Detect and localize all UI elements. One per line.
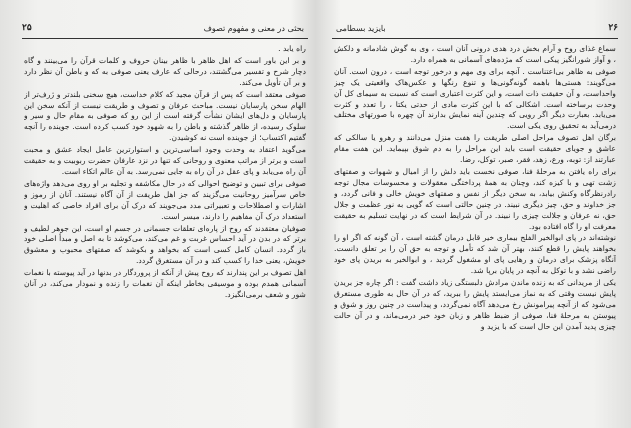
left-paragraph: صوفیان معتقدند که روح از پاره‌ای تعلقات جسمانی در جسم او است، این جوهر لطیف و برتر که در بدن در آید احساس غربت و غم می‌کند، می‌کوشد تا به اصل و مبدأ اصلی خود باز گردد. انسان کامل کسی است که بخواهد و بکوشد که صفتهای محبوب و معشوق خویش، یعنی خدا را کسب کند و در آن مستغرق گردد. (24, 223, 306, 266)
right-page (322, 0, 628, 428)
right-paragraph: برگان اهل تصوف مراحل اصلی طریقت را هفت منزل می‌دانند و رهرو یا سالکی که عاشق و جویای حقیقت است باید این مراحل را به دم شوق بپیماید. این هفت مقام عبارتند از: توبه، ورع، زهد، فقر، صبر، توکل، رضا. (334, 133, 616, 165)
left-page-header (22, 22, 308, 39)
right-paragraph: صوفی به ظاهر بی‌اعتناست . آنچه برای وی مهم و درخور توجه است ، درون است. آنان می‌گویند: هستی‌ها باهمه گونه‌گونی‌ها و تنوع رنگها و عکس‌هاک واقعیتی یک چیز واحداست، و آن حقیقت ذات است، و این کثرت اعتباری است که نسبت به سیمای کل آن وحدت برساخته است. اشکالی که با این کثرت مادی از حدتی یکتا ، را تعدد و کثرت می‌یابد. بعبارت دیگر اگر رویی که چندین آینه نمایش بدارند آن چهره با صورتهای مختلف درمی‌آید به تحقیق روی یکی است. (334, 66, 616, 131)
right-paragraph: نوشته‌اند در پای ابوالخیر الفلج بیماری خیر قابل درمان گشته است ، آن گونه که اگر او را بخواهند پایش را قطع کنند، بهتر آن شد که تأمل و توجه به حق آن را بر تعلق دانست. آنگاه پزشک برای درمان و رهایی پای او مشغول گردید ، و ابوالخیر به بریدن پای خود راضی نشد و با توکل به آنچه در پایان برپا شد. (334, 233, 616, 276)
left-paragraph: اهل تصوف بر این پندارند که روح پیش از آنکه از پروردگار در بدنها در آید پیوسته با نغمات آسمانی همدم بوده و موسیقی بخاطر اینکه آن نغمات را زنده و نمودار می‌کند، در آنان شور و شعف برمی‌انگیزد. (24, 268, 306, 299)
right-paragraph: یکی از مریدانی که به زنده ماندن مرادش دلبستگی زیاد داشت گفت : اگر چاره جز بریدن پایش نیست وقتی که به نماز می‌ایستد پایش را ببرید، که در آن حال به طوری مستغرق می‌شود که از آنچه پیرامونش رخ می‌دهد آگاه نمی‌گردد، و پیداست در چنین روز و شوق و پیوستن به مرحلهٔ فنا، صوفی از ضبط ظاهر و زبان خود خبر درمی‌ماند، و در آن حالت چیزی پدید آمدن این حال است که با یزید و (334, 278, 616, 331)
right-paragraph: سماع غذای روح و آرام بخش درد هدی درونی آنان است ، وی به گوش شادمانه و دلکش ، و آواز شورانگیز پیکی است که مژده‌های آسمانی به همراه دارد. (334, 44, 616, 64)
right-page-number: ۲۶ (608, 23, 618, 33)
left-page-body (24, 44, 306, 424)
left-paragraph: صوفی برای تبیین و توضیح احوالی که در حال مکاشفه و تجلیه بر او روی می‌دهد واژه‌های خاص سرآمیز روحانیت می‌گزیند که جز اهل طریقت از آن آگاه نیستند. آنان از رموز و اشارات و اصطلاحات و تعبیراتی مدد می‌جویند که درک آن برای افراد خاصی که اهلیت و استعداد درک آن مفاهیم را دارند، میسر است. (24, 178, 306, 221)
left-paragraph: صوفی معتقد است که پس از قرآن مجید که کلام خداست، هیچ سخنی بلندتر و ژرف‌تر از الهام سخن پارسایان نیست. مباحث عرفان و تصوف و طریقت نیست از آنکه سخن این پارسایان و دل‌های ایشان نشأت گرفته است از این رو که صوفی به مقام حال و سیر و سلوک رسیده، از ظاهر گذشته و باطن را به شهود خود کسب کرده است. جوینده را آنچه گفتیم اکتساب؛ از جوینده است نه کوشیدن. (24, 89, 306, 143)
left-running-title: بحثی در معنی و مفهوم تصوف (203, 24, 304, 33)
left-paragraph: و بر این باور است که اهل ظاهر با ظاهر بینان حروف و کلمات قرآن را می‌بینند و گاه دچار شرح و تفسیر می‌گشتند، درحالی که عارف یعنی صوفی به که و باطن آن نظر دارد و بر آن تأویل می‌کند. (24, 55, 306, 87)
left-page (12, 0, 318, 428)
right-page-body (334, 44, 616, 424)
right-running-title: بایزید بسطامی (336, 24, 386, 33)
left-page-number: ۲۵ (22, 23, 32, 33)
left-paragraph: می‌گوید اعتقاد به وحدت وجود اساسی‌ترین و استوارترین عامل ایجاد عشق و محبت است و برتر از مراتب معنوی و روحانی که تنها در نزد عارفان حضرت ربوبیت و به حقیقت آن راه می‌یابد و پای عقل در آن راه به جایی نمی‌رسد. به آن عالم اتکاء است. (24, 145, 306, 176)
right-paragraph: برای راه یافتن به مرحلهٔ فنا، صوفی نخست باید دلش را از امیال و شهوات و صفتهای زشت تهی و با کیزه کند، وچنان به همهٔ پرداختگی معقولات و محسوسات مجال توجه رادرنظرگاه وکنش بیابد، به سخن دیگر از نفس و صفتهای خویش خالی و فانی گردد، و جز خداوند و حق، چیز دیگری نبیند. در چنین حالتی است که گویی به نور عظمت و جلال حق، نه عرفان و جلالت چیزی را نبیند. در آن شرایط است که در نهایت تسلیم به حقیقت معرفت او را گاه افتاده بود. (334, 166, 616, 231)
left-paragraph: راه یابد . (278, 44, 306, 53)
right-page-header (332, 22, 618, 39)
